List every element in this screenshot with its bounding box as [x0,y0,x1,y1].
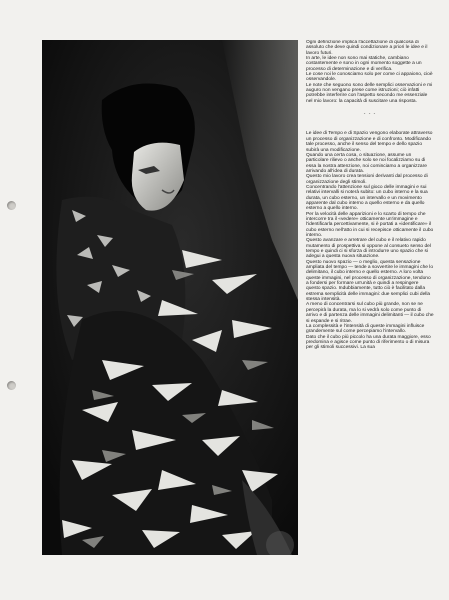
body-paragraph: Questo nuovo spazio — o meglio, questa sensazione ampliata del tempo — tende a sovvertire le immagini che lo delimitano, il cubo interno e quello esterno. A loro volta queste immagini, nel processo di organizzazione, tendono a fondersi per formare un'unità e quindi a respingere questo spazio. Indubbiamente, tutto ciò è facilitato dalla estrema semplicità delle immagini: due semplici cubi della stessa intensità. [306,259,434,303]
binder-hole-top [7,201,16,210]
body-paragraph: Le idee di Tempo e di Spazio vengono elaborate attraverso un processo di organizzazione e di confronto. Modificando tale processo, anche il senso del tempo e dello spazio subirà una modificazione. [306,131,433,153]
photo-image [42,40,298,555]
section-separator: - - - [363,112,377,118]
body-paragraph: A meno di concentrarsi sul cubo più grande, non se ne percepirà la durata, ma lo si vedrà solo come punto di arrivo e di partenza delle immagini delimitanti — il cubo che si espande e si ritrae. [306,302,434,324]
body-paragraph: Per la velocità delle apparizioni e lo scarto di tempo che intercorre tra il «vedere» otticamente un'immagine e l'identificarla percettivamente, si è portati a «identificare» il cubo esterno nell'atto in cui si recepisce otticamente il cubo interno. [306,211,434,238]
binder-hole-bottom [7,381,16,390]
body-paragraph: Questo avanzare e arretrare del cubo e il relativo rapido mutamento di prospettiva si oppone al consueto senso del tempo e quindi ci si sforza di introdurre uno spazio che si adegui a questa nuova situazione. [306,238,431,260]
body-paragraph: Questo mio lavoro crea tensioni derivanti dal processo di organizzazione degli stimoli. [306,174,428,185]
artist-photo [42,40,298,555]
intro-paragraph: Le note che seguono sono delle semplici osservazioni e mi auguro non vengano prese come istruzioni; ciò infatti potrebbe interferire con l'aspetto secondo me essenziale nel mio lavoro: la capacità di suscitare una risposta. [306,82,433,104]
body-paragraph: Quando una certa cosa, o situazione, assume un particolare rilievo o anche solo se noi focalizziamo su di essa la nostra attenzione, noi cominciamo a organizzare arrivando all'idea di durata. [306,152,427,174]
article-text [306,40,434,558]
body-paragraph: Dato che il cubo più piccolo ha una durata maggiore, esso predomina e agisce come punto di riferimento o di misura per gli stimoli successivi. La sua [306,334,431,351]
intro-paragraph: In arte, le idee non sono mai statiche, cambiano costantemente e sono in ogni momento soggette a un processo di determinazione e di verifica. [306,56,422,72]
body-paragraph: Concentrando l'attenzione sul gioco delle immagini e sui relativi intervalli si noterà subito: un cubo interno e la sua durata, un cubo esterno, un intervallo e un movimento apparente dal cubo interno a quello esterno e da quello esterno a quello interno. [306,184,428,212]
body-paragraph: La complessità e l'intensità di queste immagini influisce grandemente sul come percepiamo l'intervallo. [306,323,425,335]
intro-paragraph: Ogni definizione implica l'accettazione di qualcosa di assoluto che deve quindi condizionare a priori le idee e il lavoro futuri. [306,40,428,56]
intro-paragraph: Le cose noi le conosciamo solo per come ci appaiono, cioè osservandole. [306,72,433,83]
